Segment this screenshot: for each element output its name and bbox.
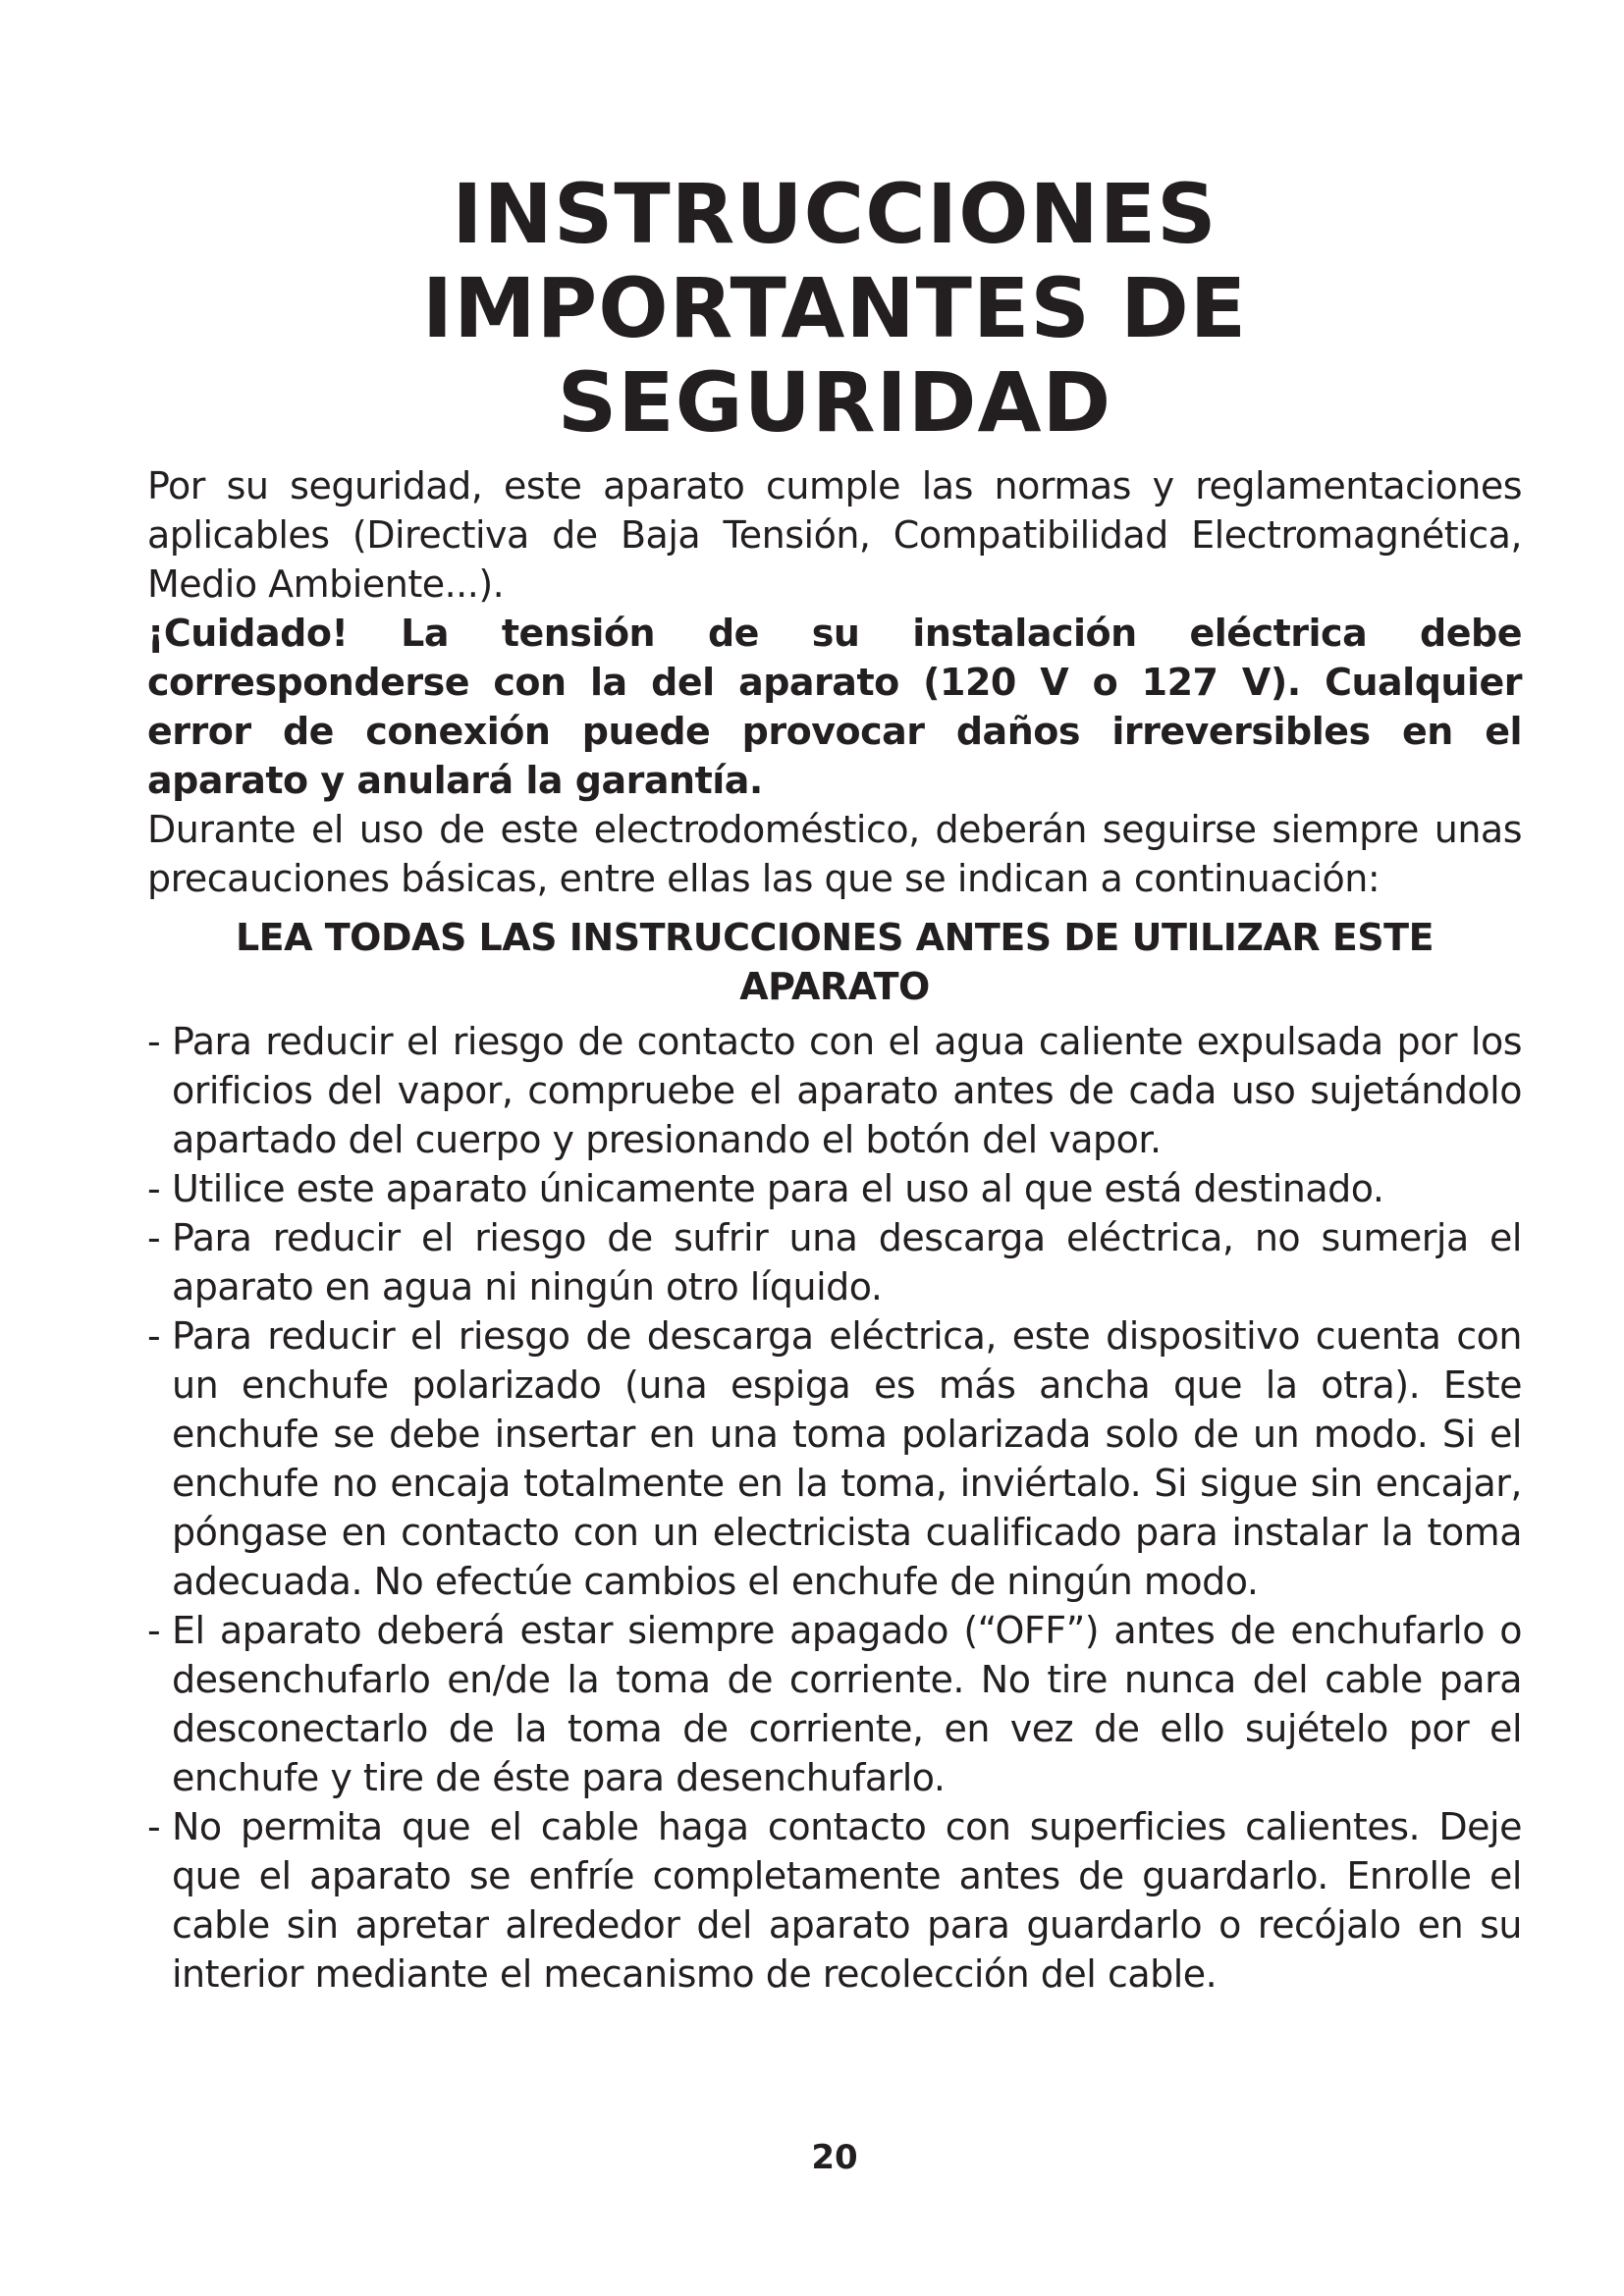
- bullet-dash: -: [147, 1805, 161, 1848]
- safety-list: [147, 1017, 1522, 1999]
- list-item: [147, 1164, 1522, 1213]
- list-item: [147, 1606, 1522, 1802]
- precautions-paragraph: Durante el uso de este electrodoméstico, deberán seguirse siempre unas precauciones básicas, entre ellas las que se indican a continuación:: [147, 808, 1522, 900]
- list-item-text: No permita que el cable haga contacto con superficies calientes. Deje que el aparato se enfríe completamente antes de guardarlo. Enrolle el cable sin apretar alrededor del aparato para guardarlo o recójalo en su interior mediante el mecanismo de recolección del cable.: [172, 1805, 1522, 1996]
- list-item-text: Para reducir el riesgo de descarga eléctrica, este dispositivo cuenta con un enchufe polarizado (una espiga es más ancha que la otra). Este enchufe se debe insertar en una toma polarizada solo de un modo. Si el enchufe no encaja totalmente en la toma, inviértalo. Si sigue sin encajar, póngase en contacto con un electricista cualificado para instalar la toma adecuada. No efectúe cambios el enchufe de ningún modo.: [172, 1314, 1522, 1603]
- list-item: [147, 1802, 1522, 1999]
- list-item: [147, 1213, 1522, 1311]
- section-heading: [147, 913, 1522, 1011]
- list-item-text: Utilice este aparato únicamente para el uso al que está destinado.: [172, 1167, 1384, 1210]
- body-text: [147, 461, 1522, 1999]
- title-line: IMPORTANTES DE: [421, 260, 1248, 356]
- list-item-text: Para reducir el riesgo de contacto con el agua caliente expulsada por los orificios del vapor, compruebe el aparato antes de cada uso sujetándolo apartado del cuerpo y presionando el botón del vapor.: [172, 1020, 1522, 1161]
- bullet-dash: -: [147, 1609, 161, 1652]
- section-heading-line: APARATO: [739, 965, 930, 1008]
- bullet-dash: -: [147, 1020, 161, 1063]
- voltage-warning: ¡Cuidado! La tensión de su instalación eléctrica debe corresponderse con la del aparato (120 V o 127 V). Cualquier error de conexión puede provocar daños irreversibles en el aparato y anulará la garantía.: [147, 612, 1522, 802]
- list-item-text: El aparato deberá estar siempre apagado (“OFF”) antes de enchufarlo o desenchufarlo en/de la toma de corriente. No tire nunca del cable para desconectarlo de la toma de corriente, en vez de ello sujételo por el enchufe y tire de éste para desenchufarlo.: [172, 1609, 1522, 1799]
- page-title: [147, 167, 1522, 450]
- section-heading-line: LEA TODAS LAS INSTRUCCIONES ANTES DE UTILIZAR ESTE: [235, 916, 1435, 959]
- bullet-dash: -: [147, 1314, 161, 1358]
- manual-page: [147, 0, 1522, 2296]
- title-line: SEGURIDAD: [557, 354, 1112, 451]
- page-number: 20: [811, 2138, 858, 2177]
- title-line: INSTRUCCIONES: [452, 166, 1218, 262]
- list-item: [147, 1017, 1522, 1164]
- list-item: [147, 1311, 1522, 1606]
- bullet-dash: -: [147, 1167, 161, 1210]
- intro-paragraph: Por su seguridad, este aparato cumple las normas y reglamentaciones aplicables (Directiva de Baja Tensión, Compatibilidad Electromagnética, Medio Ambiente...).: [147, 464, 1522, 606]
- list-item-text: Para reducir el riesgo de sufrir una descarga eléctrica, no sumerja el aparato en agua ni ningún otro líquido.: [172, 1216, 1522, 1308]
- bullet-dash: -: [147, 1216, 161, 1259]
